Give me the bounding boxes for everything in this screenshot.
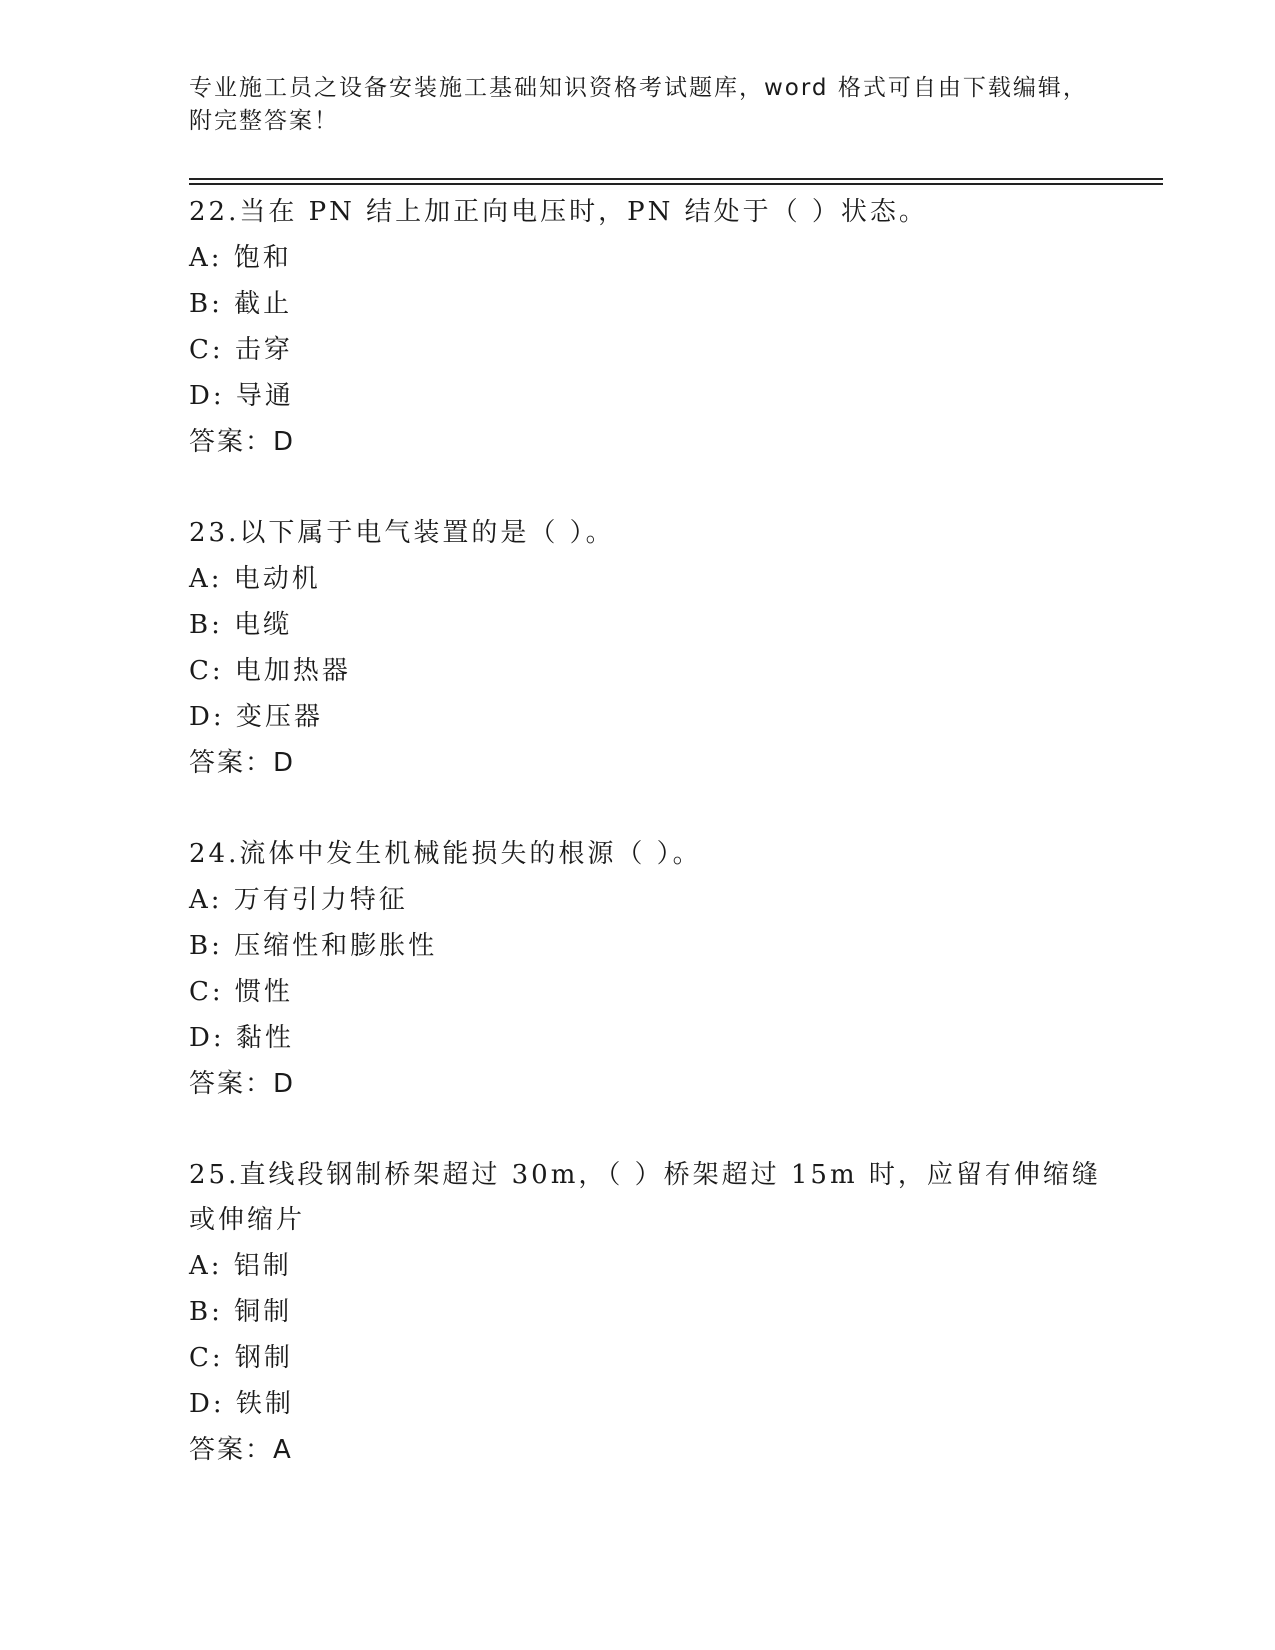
option-b: B: 电缆 xyxy=(189,610,293,640)
question-22 xyxy=(189,190,1119,465)
option-c: C: 电加热器 xyxy=(189,656,351,686)
question-text: 23.以下属于电气装置的是（ ）。 xyxy=(189,518,615,548)
option-c: C: 钢制 xyxy=(189,1343,293,1373)
document-header xyxy=(189,72,1089,138)
answer: 答案：A xyxy=(189,1435,293,1465)
question-25 xyxy=(189,1153,1119,1473)
option-a: A: 饱和 xyxy=(189,243,292,273)
header-divider-top xyxy=(189,178,1163,180)
header-divider-bottom xyxy=(189,183,1163,185)
question-list xyxy=(189,190,1119,1519)
question-text: 24.流体中发生机械能损失的根源（ ）。 xyxy=(189,839,702,869)
option-b: B: 压缩性和膨胀性 xyxy=(189,931,438,961)
option-b: B: 截止 xyxy=(189,289,293,319)
option-d: D: 导通 xyxy=(189,381,294,411)
header-line-2: 附完整答案！ xyxy=(189,108,339,134)
option-a: A: 电动机 xyxy=(189,564,321,594)
option-c: C: 击穿 xyxy=(189,335,293,365)
option-a: A: 万有引力特征 xyxy=(189,885,408,915)
option-d: D: 黏性 xyxy=(189,1023,294,1053)
question-text: 25.直线段钢制桥架超过 30m，（ ）桥架超过 15m 时，应留有伸缩缝或伸缩片 xyxy=(189,1160,1101,1235)
answer: 答案：D xyxy=(189,1069,296,1099)
question-text: 22.当在 PN 结上加正向电压时，PN 结处于（ ）状态。 xyxy=(189,197,928,227)
question-23 xyxy=(189,511,1119,786)
answer: 答案：D xyxy=(189,427,296,457)
option-d: D: 变压器 xyxy=(189,702,323,732)
question-24 xyxy=(189,832,1119,1107)
header-line-1: 专业施工员之设备安装施工基础知识资格考试题库，word 格式可自由下载编辑， xyxy=(189,75,1088,101)
option-a: A: 铝制 xyxy=(189,1251,292,1281)
option-d: D: 铁制 xyxy=(189,1389,294,1419)
option-b: B: 铜制 xyxy=(189,1297,293,1327)
answer: 答案：D xyxy=(189,748,296,778)
option-c: C: 惯性 xyxy=(189,977,293,1007)
